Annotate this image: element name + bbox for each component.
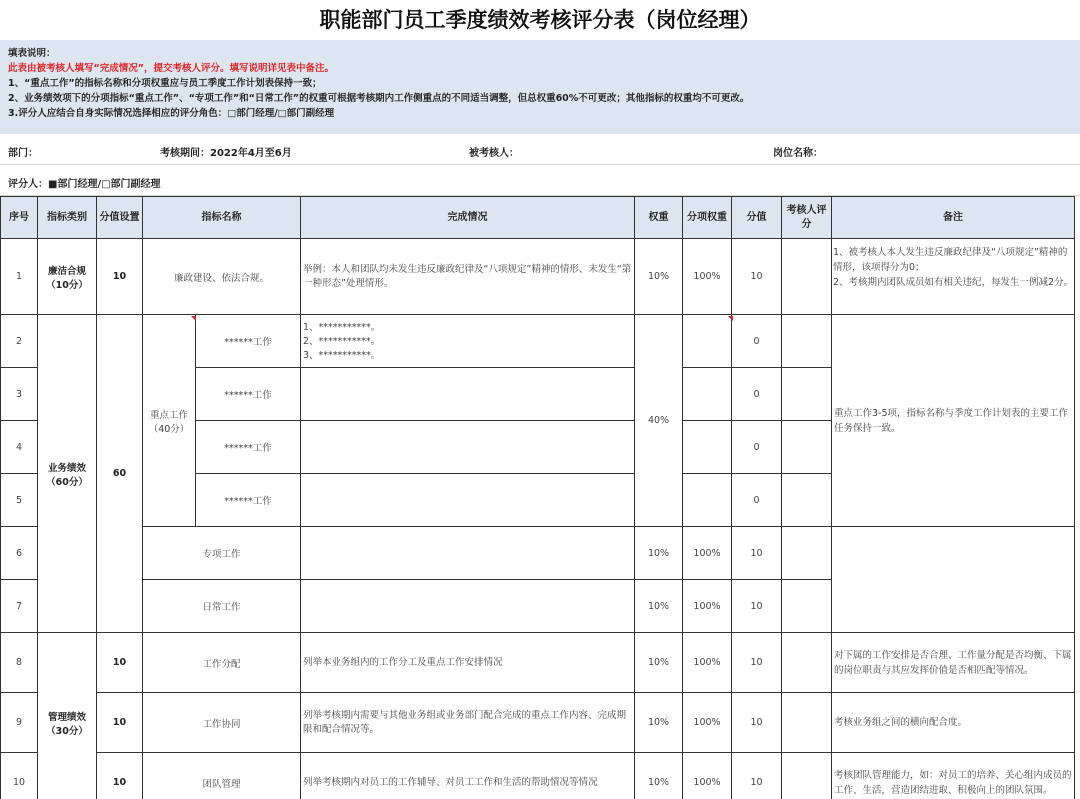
- completion-cell[interactable]: 列举考核期内需要与其他业务组或业务部门配合完成的重点工作内容、完成期限和配合情况等。: [301, 693, 635, 753]
- weight-cell: 10%: [635, 580, 683, 633]
- category-cell-management: 管理绩效（30分）: [38, 633, 97, 799]
- person-label: 被考核人：: [469, 148, 519, 159]
- score-set-cell: 10: [97, 693, 143, 753]
- instructions-line-3: 3.评分人应结合自身实际情况选择相应的评分角色：□部门经理/□部门副经理: [8, 108, 335, 119]
- table-row: [1, 693, 1075, 753]
- rater-score-cell[interactable]: [782, 239, 832, 315]
- header-completion: 完成情况: [301, 197, 635, 239]
- rater-score-cell[interactable]: [782, 580, 832, 633]
- seq-cell: 4: [1, 421, 38, 474]
- seq-cell: 5: [1, 474, 38, 527]
- weight-cell: 10%: [635, 753, 683, 799]
- rater-score-cell[interactable]: [782, 753, 832, 799]
- instructions-panel: [0, 40, 1080, 134]
- score-cell: 10: [732, 580, 782, 633]
- indicator-cell: ******工作: [196, 315, 301, 368]
- seq-cell: 10: [1, 753, 38, 799]
- score-cell: 0: [732, 315, 782, 368]
- score-set-cell: 10: [97, 753, 143, 799]
- score-cell: 10: [732, 753, 782, 799]
- completion-cell[interactable]: 1、***********。 2、***********。 3、***********。: [301, 315, 635, 368]
- completion-cell[interactable]: [301, 580, 635, 633]
- score-cell: 0: [732, 474, 782, 527]
- instructions-line-2: 2、业务绩效项下的分项指标“重点工作”、“专项工作”和“日常工作”的权重可根据考核期内工作侧重点的不同适当调整，但总权重60%不可更改；其他指标的权重均不可更改。: [8, 93, 750, 104]
- category-cell-business: 业务绩效（60分）: [38, 315, 97, 633]
- category-cell: 廉洁合规（10分）: [38, 239, 97, 315]
- divider: [0, 164, 1080, 165]
- sub-weight-cell[interactable]: [683, 421, 732, 474]
- instructions-heading: 填表说明：: [8, 48, 56, 59]
- instructions-warning: 此表由被考核人填写“完成情况”，提交考核人评分。填写说明详见表中备注。: [8, 63, 334, 74]
- comment-marker-icon[interactable]: [728, 316, 733, 321]
- score-cell: 10: [732, 633, 782, 693]
- header-seq: 序号: [1, 197, 38, 239]
- position-label: 岗位名称：: [773, 148, 823, 159]
- indicator-cell: 日常工作: [143, 580, 301, 633]
- remark-cell: 1、被考核人本人发生违反廉政纪律及“八项规定”精神的情形，该项得分为0； 2、考核期内团队成员如有相关违纪，每发生一例减2分。: [832, 239, 1075, 315]
- period-label: 考核期间：2022年4月至6月: [160, 148, 292, 159]
- header-sub-weight: 分项权重: [683, 197, 732, 239]
- indicator-cell: ******工作: [196, 474, 301, 527]
- weight-cell: 10%: [635, 239, 683, 315]
- completion-cell[interactable]: 举例：本人和团队均未发生违反廉政纪律及“八项规定”精神的情形、未发生“第一种形态”处理情形。: [301, 239, 635, 315]
- seq-cell: 3: [1, 368, 38, 421]
- key-work-cell: 重点工作（40分）: [143, 315, 196, 527]
- rater-score-cell[interactable]: [782, 693, 832, 753]
- completion-cell[interactable]: [301, 368, 635, 421]
- weight-cell: 10%: [635, 633, 683, 693]
- rater-score-cell[interactable]: [782, 368, 832, 421]
- indicator-cell: ******工作: [196, 368, 301, 421]
- rater-score-cell[interactable]: [782, 315, 832, 368]
- completion-cell[interactable]: [301, 527, 635, 580]
- score-set-cell: 10: [97, 239, 143, 315]
- instructions-line-1: 1、“重点工作”的指标名称和分项权重应与员工季度工作计划表保持一致；: [8, 78, 322, 89]
- seq-cell: 2: [1, 315, 38, 368]
- seq-cell: 9: [1, 693, 38, 753]
- score-cell: 10: [732, 693, 782, 753]
- table-row: [1, 315, 1075, 368]
- comment-marker-icon[interactable]: [191, 316, 196, 321]
- remark-cell: 对下属的工作安排是否合理、工作量分配是否均衡、下属的岗位职责与其应发挥价值是否相匹配等情况。: [832, 633, 1075, 693]
- sheet-title: 职能部门员工季度绩效考核评分表（岗位经理）: [0, 0, 1080, 41]
- sub-weight-cell: 100%: [683, 693, 732, 753]
- remark-cell-key: 重点工作3-5项，指标名称与季度工作计划表的主要工作任务保持一致。: [832, 315, 1075, 527]
- table-row: [1, 753, 1075, 799]
- sub-weight-cell: 100%: [683, 239, 732, 315]
- remark-cell: [832, 527, 1075, 633]
- header-category: 指标类别: [38, 197, 97, 239]
- score-set-cell-business: 60: [97, 315, 143, 633]
- sub-weight-cell[interactable]: [683, 474, 732, 527]
- weight-cell: 10%: [635, 693, 683, 753]
- sub-weight-cell: 100%: [683, 527, 732, 580]
- score-cell: 10: [732, 239, 782, 315]
- completion-cell[interactable]: 列举本业务组内的工作分工及重点工作安排情况: [301, 633, 635, 693]
- seq-cell: 7: [1, 580, 38, 633]
- seq-cell: 6: [1, 527, 38, 580]
- header-score-set: 分值设置: [97, 197, 143, 239]
- header-row: [1, 197, 1075, 239]
- seq-cell: 1: [1, 239, 38, 315]
- header-remark: 备注: [832, 197, 1075, 239]
- header-weight: 权重: [635, 197, 683, 239]
- seq-cell: 8: [1, 633, 38, 693]
- evaluation-table: [0, 196, 1075, 799]
- header-rater-score: 考核人评分: [782, 197, 832, 239]
- table-row: [1, 239, 1075, 315]
- score-cell: 0: [732, 368, 782, 421]
- indicator-cell: 团队管理: [143, 753, 301, 799]
- rater-score-cell[interactable]: [782, 527, 832, 580]
- table-row: [1, 633, 1075, 693]
- sub-weight-cell: 100%: [683, 753, 732, 799]
- indicator-cell: 工作协同: [143, 693, 301, 753]
- sub-weight-cell: 100%: [683, 633, 732, 693]
- score-cell: 10: [732, 527, 782, 580]
- remark-cell: 考核业务组之间的横向配合度。: [832, 693, 1075, 753]
- remark-cell: 考核团队管理能力，如：对员工的培养、关心组内成员的工作、生活，营造团结进取、积极向上的团队氛围。: [832, 753, 1075, 799]
- completion-cell[interactable]: 列举考核期内对员工的工作辅导、对员工工作和生活的帮助情况等情况: [301, 753, 635, 799]
- sub-weight-cell[interactable]: [683, 315, 732, 368]
- score-cell: 0: [732, 421, 782, 474]
- rater-role-label: 评分人：■部门经理/□部门副经理: [8, 179, 161, 190]
- dept-label: 部门：: [8, 148, 38, 159]
- indicator-cell: 廉政建设、依法合规。: [143, 239, 301, 315]
- sub-weight-cell[interactable]: [683, 368, 732, 421]
- indicator-cell: 工作分配: [143, 633, 301, 693]
- weight-cell-key: 40%: [635, 315, 683, 527]
- weight-cell: 10%: [635, 527, 683, 580]
- rater-score-cell[interactable]: [782, 633, 832, 693]
- indicator-cell: 专项工作: [143, 527, 301, 580]
- score-set-cell: 10: [97, 633, 143, 693]
- rater-score-cell[interactable]: [782, 474, 832, 527]
- completion-cell[interactable]: [301, 421, 635, 474]
- completion-cell[interactable]: [301, 474, 635, 527]
- rater-score-cell[interactable]: [782, 421, 832, 474]
- indicator-cell: ******工作: [196, 421, 301, 474]
- sub-weight-cell: 100%: [683, 580, 732, 633]
- header-indicator: 指标名称: [143, 197, 301, 239]
- header-score: 分值: [732, 197, 782, 239]
- table-row: [1, 527, 1075, 580]
